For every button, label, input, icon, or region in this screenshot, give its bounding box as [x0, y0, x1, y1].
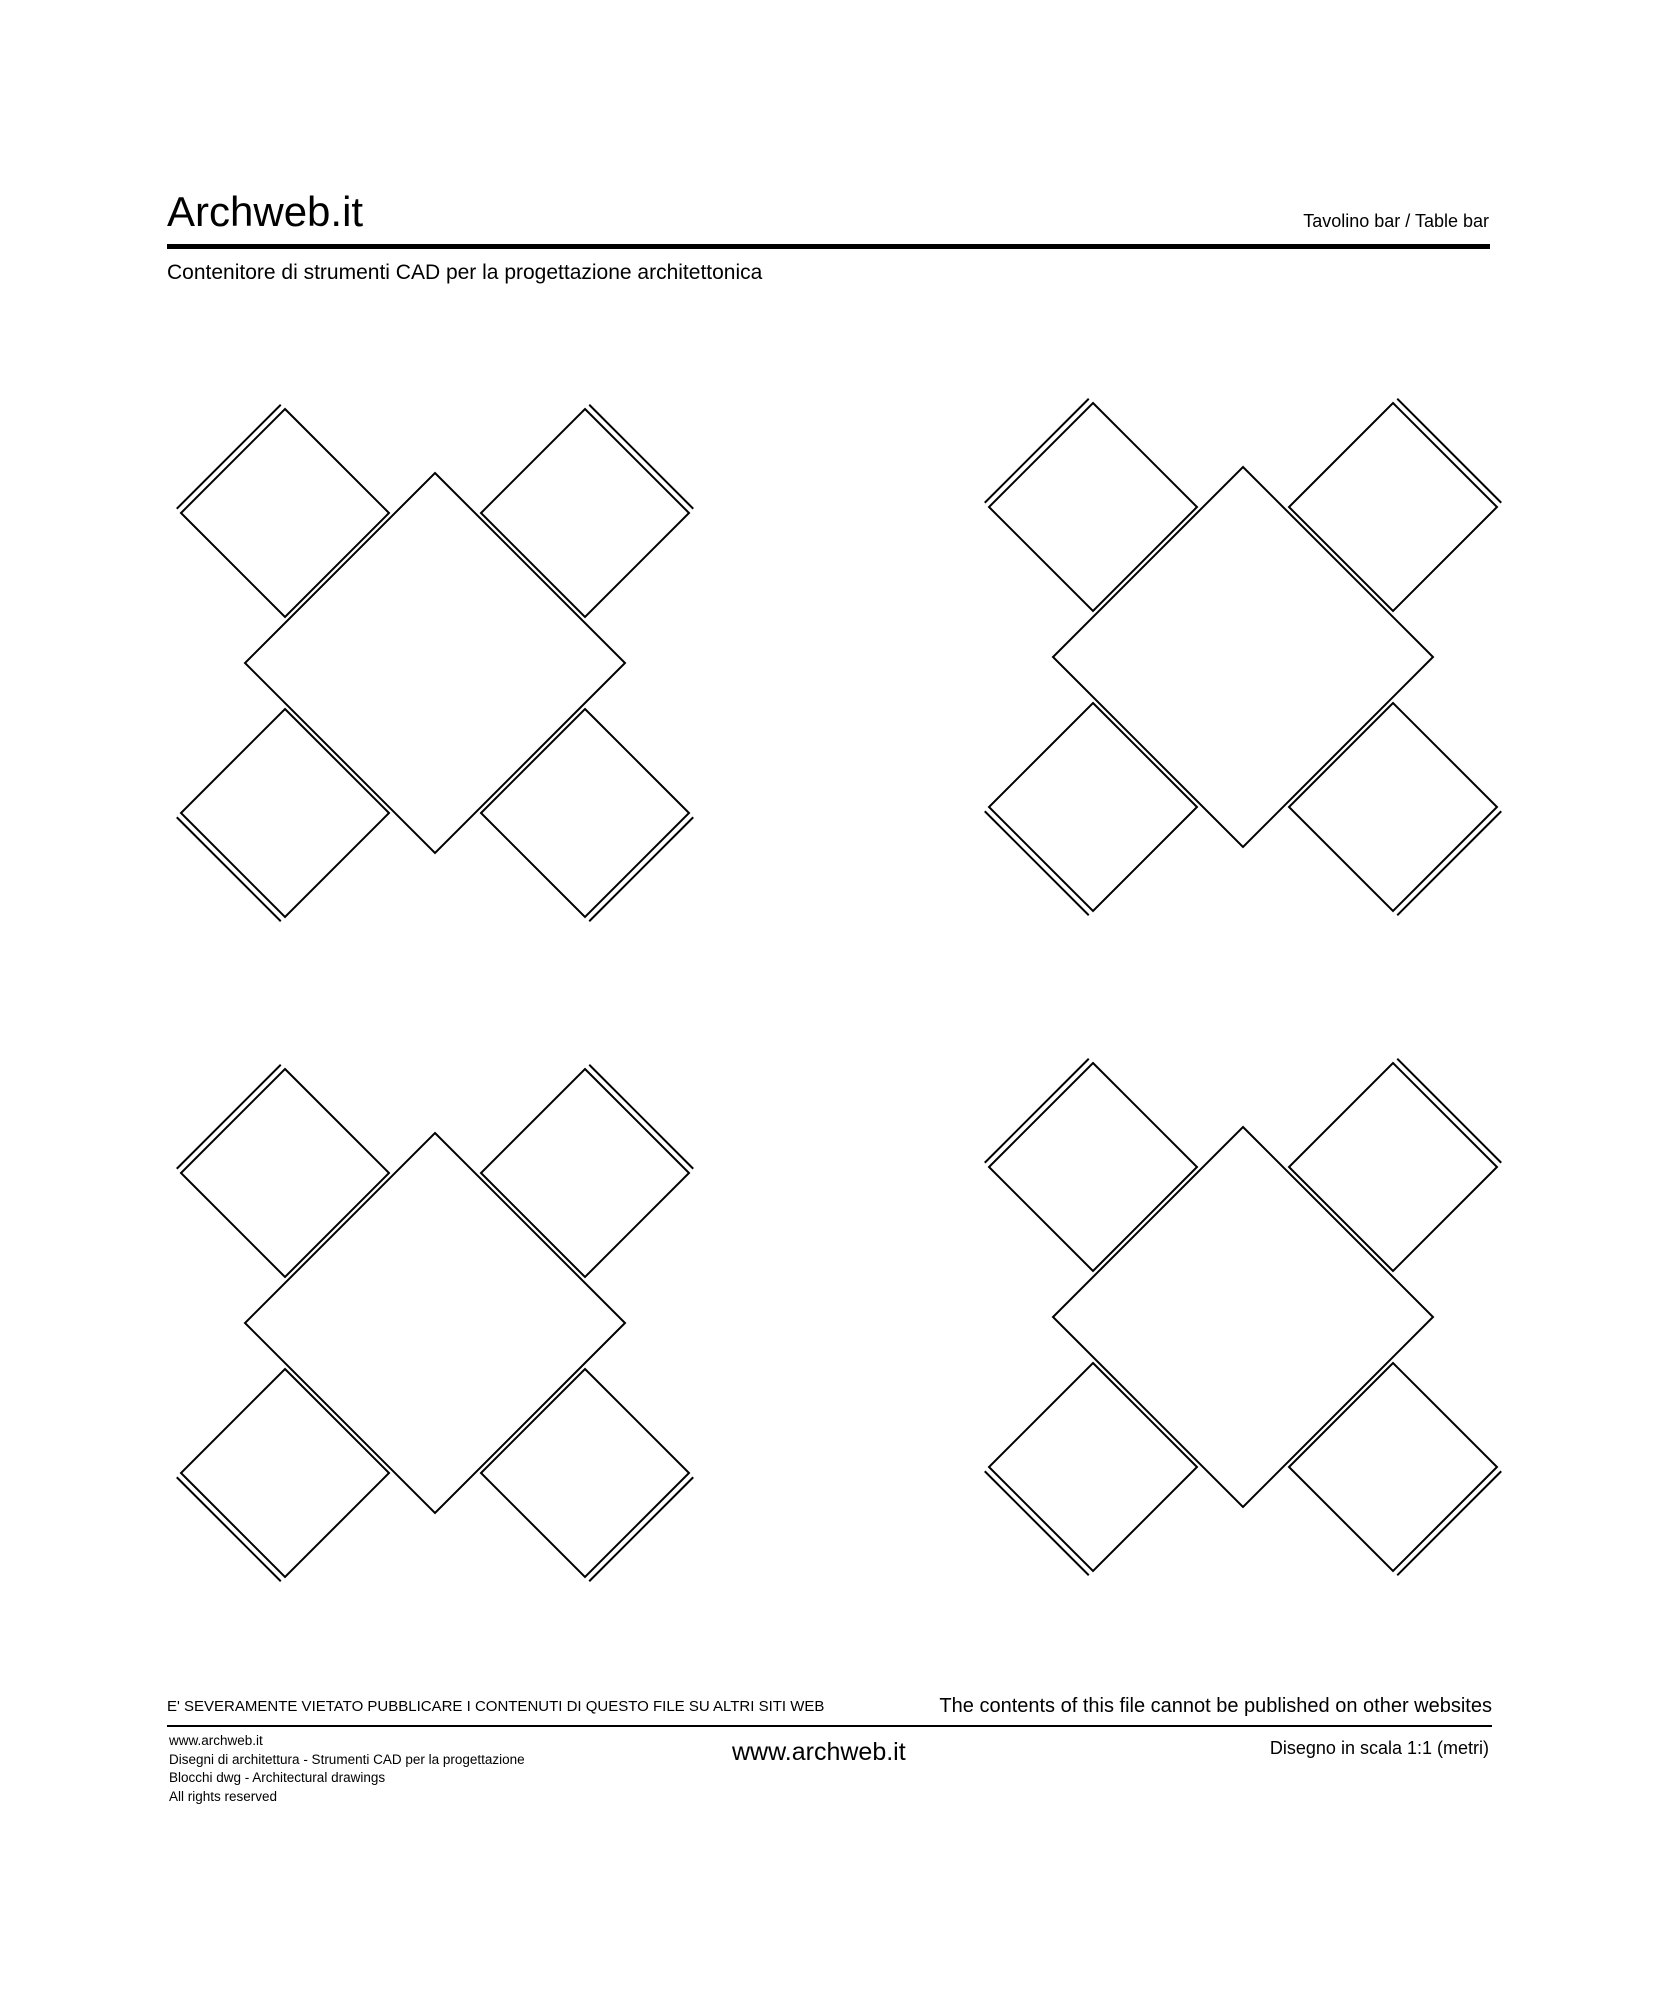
footer-info-line: Blocchi dwg - Architectural drawings: [169, 1770, 386, 1785]
scale-note: Disegno in scala 1:1 (metri): [1269, 1738, 1489, 1758]
table-group-bottom-right: [985, 1059, 1501, 1575]
footer-info-line: www.archweb.it: [169, 1733, 263, 1748]
footer-info-line: Disegni di architettura - Strumenti CAD per la progettazione: [169, 1751, 525, 1767]
footer-site-link[interactable]: www.archweb.it: [732, 1738, 906, 1766]
brand-title: Archweb.it: [167, 188, 364, 235]
footer-info-line: All rights reserved: [169, 1788, 278, 1804]
drawing-title: Tavolino bar / Table bar: [1303, 211, 1489, 231]
subtitle: Contenitore di strumenti CAD per la progettazione architettonica: [167, 261, 763, 284]
footer-rule: [167, 1725, 1492, 1727]
table-group-bottom-left: [177, 1065, 693, 1581]
table-group-top-left: [177, 405, 693, 921]
table-group-top-right: [985, 399, 1501, 915]
copyright-warning-it: E' SEVERAMENTE VIETATO PUBBLICARE I CONTENUTI DI QUESTO FILE SU ALTRI SITI WEB: [167, 1698, 825, 1715]
footer-info-block: [169, 1732, 525, 1806]
copyright-warning-en: The contents of this file cannot be published on other websites: [939, 1695, 1492, 1717]
